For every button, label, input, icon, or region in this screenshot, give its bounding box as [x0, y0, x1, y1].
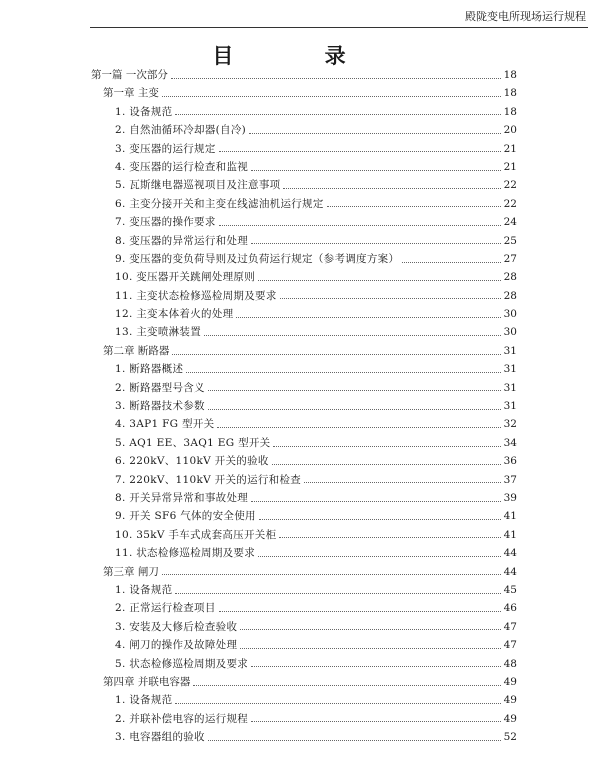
- toc-entry[interactable]: [91, 692, 517, 710]
- dot-leader: [402, 262, 500, 263]
- dot-leader: [208, 390, 501, 391]
- toc-entry[interactable]: [91, 104, 517, 122]
- toc-entry[interactable]: [91, 600, 517, 618]
- toc-entry[interactable]: [91, 472, 517, 490]
- toc-entry-label: 5. 瓦斯继电器巡视项目及注意事项: [115, 179, 281, 192]
- toc-entry-page: 45: [503, 583, 517, 596]
- toc-entry-label: 13. 主变喷淋装置: [115, 326, 202, 339]
- toc-entry-label: 第一篇 一次部分: [91, 69, 168, 81]
- toc-entry[interactable]: [91, 122, 517, 140]
- toc-entry-page: 44: [503, 547, 517, 560]
- toc-entry-label: 3. 断路器技术参数: [115, 400, 205, 413]
- dot-leader: [186, 372, 500, 373]
- toc-entry-label: 9. 变压器的变负荷导则及过负荷运行规定（参考调度方案）: [115, 252, 400, 265]
- toc-entry-label: 8. 变压器的异常运行和处理: [115, 234, 249, 247]
- toc-entry-label: 10. 35kV 手车式成套高压开关柜: [115, 528, 277, 541]
- toc-entry-label: 11. 状态检修巡检周期及要求: [115, 547, 256, 560]
- dot-leader: [251, 501, 501, 502]
- dot-leader: [172, 354, 500, 355]
- toc-entry-label: 5. AQ1 EE、3AQ1 EG 型开关: [115, 436, 271, 449]
- toc-entry-label: 1. 设备规范: [115, 694, 173, 707]
- dot-leader: [280, 298, 501, 299]
- dot-leader: [162, 574, 501, 575]
- dot-leader: [171, 78, 501, 79]
- toc-entry-label: 9. 开关 SF6 气体的安全使用: [115, 510, 256, 523]
- toc-entry-page: 18: [503, 87, 517, 100]
- toc-entry-label: 2. 正常运行检查项目: [115, 602, 216, 615]
- dot-leader: [240, 648, 500, 649]
- toc-entry-label: 2. 并联补偿电容的运行规程: [115, 712, 249, 725]
- toc-entry-page: 31: [503, 400, 517, 413]
- toc-entry-label: 5. 状态检修巡检周期及要求: [115, 657, 249, 670]
- toc-entry-label: 7. 变压器的操作要求: [115, 216, 216, 229]
- dot-leader: [208, 409, 501, 410]
- toc-entry[interactable]: [91, 269, 517, 287]
- dot-leader: [193, 685, 500, 686]
- toc-entry-page: 36: [503, 455, 517, 468]
- toc-entry-page: 27: [503, 252, 517, 265]
- toc-entry-page: 32: [503, 418, 517, 431]
- toc-entry[interactable]: [91, 416, 517, 434]
- dot-leader: [272, 464, 501, 465]
- toc-entry-page: 22: [503, 179, 517, 192]
- toc-entry-page: 21: [503, 142, 517, 155]
- toc-entry[interactable]: [91, 490, 517, 508]
- toc-entry-page: 52: [503, 731, 517, 744]
- toc-entry-page: 34: [503, 436, 517, 449]
- dot-leader: [258, 556, 501, 557]
- toc-entry-label: 1. 断路器概述: [115, 363, 184, 376]
- toc-entry-label: 3. 电容器组的验收: [115, 731, 205, 744]
- dot-leader: [219, 611, 501, 612]
- toc-entry[interactable]: [91, 361, 517, 379]
- dot-leader: [175, 114, 500, 115]
- toc-entry[interactable]: [91, 527, 517, 545]
- toc-entry-page: 24: [503, 216, 517, 229]
- toc-entry-label: 4. 闸刀的操作及故障处理: [115, 639, 238, 652]
- dot-leader: [258, 280, 501, 281]
- toc-entry-label: 8. 开关异常异常和事故处理: [115, 491, 249, 504]
- dot-leader: [162, 96, 501, 97]
- toc-entry-page: 47: [503, 639, 517, 652]
- toc-entry-label: 7. 220kV、110kV 开关的运行和检查: [115, 473, 302, 486]
- toc-entry-page: 18: [503, 105, 517, 118]
- toc-entry-page: 28: [503, 271, 517, 284]
- toc-entry[interactable]: [91, 159, 517, 177]
- toc-entry-page: 37: [503, 473, 517, 486]
- toc-entry-label: 第一章 主变: [103, 87, 159, 100]
- toc-entry-page: 31: [503, 381, 517, 394]
- dot-leader: [251, 243, 501, 244]
- toc-entry[interactable]: [91, 564, 517, 582]
- toc-entry[interactable]: [91, 674, 517, 692]
- toc-entry-label: 第三章 闸刀: [103, 565, 159, 578]
- toc-entry[interactable]: [91, 729, 517, 747]
- toc-entry[interactable]: [91, 453, 517, 471]
- toc-entry[interactable]: [91, 508, 517, 526]
- running-header: 殿陇变电所现场运行规程: [465, 10, 586, 23]
- toc-entry-page: 48: [503, 657, 517, 670]
- dot-leader: [175, 703, 500, 704]
- dot-leader: [240, 629, 500, 630]
- toc-entry[interactable]: [91, 545, 517, 563]
- dot-leader: [249, 133, 501, 134]
- toc-entry-page: 46: [503, 602, 517, 615]
- toc-entry-label: 10. 变压器开关跳闸处理原则: [115, 271, 256, 284]
- dot-leader: [251, 721, 501, 722]
- toc-entry[interactable]: [91, 214, 517, 232]
- dot-leader: [219, 151, 501, 152]
- toc-entry[interactable]: [91, 177, 517, 195]
- toc-entry-page: 49: [503, 712, 517, 725]
- toc-entry[interactable]: [91, 288, 517, 306]
- toc-entry[interactable]: [91, 324, 517, 342]
- toc-entry[interactable]: [91, 343, 517, 361]
- dot-leader: [208, 740, 501, 741]
- toc-entry[interactable]: [91, 196, 517, 214]
- dot-leader: [273, 446, 500, 447]
- dot-leader: [175, 593, 500, 594]
- toc-entry-label: 1. 设备规范: [115, 105, 173, 118]
- toc-entry[interactable]: [91, 251, 517, 269]
- toc-entry-label: 4. 变压器的运行检查和监视: [115, 160, 249, 173]
- toc-entry[interactable]: [91, 233, 517, 251]
- toc-entry-page: 18: [503, 69, 517, 81]
- toc-entry[interactable]: [91, 656, 517, 674]
- toc-entry-label: 第四章 并联电容器: [103, 675, 191, 688]
- toc-entry[interactable]: [91, 398, 517, 416]
- toc-entry-label: 2. 断路器型号含义: [115, 381, 205, 394]
- toc-entry[interactable]: [91, 582, 517, 600]
- dot-leader: [279, 537, 500, 538]
- dot-leader: [304, 482, 501, 483]
- toc-entry-page: 22: [503, 197, 517, 210]
- dot-leader: [217, 427, 500, 428]
- toc-entry-page: 21: [503, 160, 517, 173]
- toc-entry-page: 30: [503, 308, 517, 321]
- table-of-contents: [91, 67, 517, 747]
- toc-entry[interactable]: [91, 141, 517, 159]
- toc-entry-page: 44: [503, 565, 517, 578]
- toc-entry-label: 6. 220kV、110kV 开关的验收: [115, 455, 269, 468]
- toc-entry-page: 31: [503, 344, 517, 357]
- dot-leader: [219, 225, 501, 226]
- toc-entry-label: 11. 主变状态检修巡检周期及要求: [115, 289, 277, 302]
- toc-entry-label: 12. 主变本体着火的处理: [115, 308, 234, 321]
- toc-entry[interactable]: [91, 67, 517, 85]
- toc-entry-page: 31: [503, 363, 517, 376]
- toc-entry-page: 25: [503, 234, 517, 247]
- toc-entry[interactable]: [91, 435, 517, 453]
- toc-entry-page: 39: [503, 491, 517, 504]
- toc-entry-label: 6. 主变分接开关和主变在线滤油机运行规定: [115, 197, 324, 210]
- toc-entry-page: 30: [503, 326, 517, 339]
- toc-entry-page: 28: [503, 289, 517, 302]
- toc-entry-page: 49: [503, 675, 517, 688]
- toc-entry[interactable]: [91, 306, 517, 324]
- dot-leader: [283, 188, 500, 189]
- toc-entry-label: 2. 自然油循环冷却器(自冷): [115, 124, 247, 137]
- dot-leader: [251, 170, 501, 171]
- dot-leader: [251, 666, 501, 667]
- toc-entry-page: 41: [503, 528, 517, 541]
- toc-entry-label: 第二章 断路器: [103, 344, 170, 357]
- dot-leader: [327, 206, 501, 207]
- toc-entry[interactable]: [91, 85, 517, 103]
- dot-leader: [204, 335, 501, 336]
- toc-entry[interactable]: [91, 637, 517, 655]
- toc-entry-page: 49: [503, 694, 517, 707]
- dot-leader: [259, 519, 501, 520]
- toc-entry-page: 47: [503, 620, 517, 633]
- toc-entry-page: 41: [503, 510, 517, 523]
- toc-entry-page: 20: [503, 124, 517, 137]
- dot-leader: [236, 317, 500, 318]
- toc-title: 目 录: [212, 44, 388, 68]
- toc-entry-label: 3. 安装及大修后检查验收: [115, 620, 238, 633]
- header-rule: [90, 27, 588, 28]
- toc-entry[interactable]: [91, 711, 517, 729]
- toc-entry-label: 4. 3AP1 FG 型开关: [115, 418, 215, 431]
- toc-entry[interactable]: [91, 619, 517, 637]
- toc-entry[interactable]: [91, 380, 517, 398]
- toc-entry-label: 1. 设备规范: [115, 583, 173, 596]
- toc-entry-label: 3. 变压器的运行规定: [115, 142, 216, 155]
